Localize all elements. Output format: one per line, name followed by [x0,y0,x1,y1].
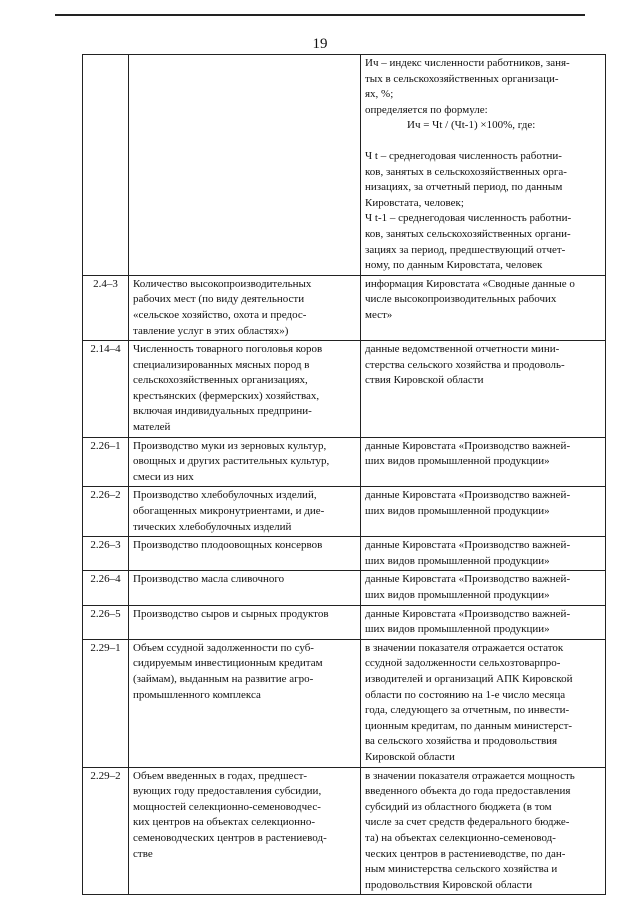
page-number: 19 [312,36,328,52]
table-row [83,487,606,537]
source-text-line: продовольствия Кировской области [365,878,533,891]
indicator-name [129,487,361,537]
blank-line [365,134,601,149]
source-text-line: ков, занятых сельскохозяйственных органи- [365,227,571,240]
source-text-line: информация Кировстата «Сводные данные о [365,277,575,290]
source-description [361,341,606,438]
indicator-text-line: стве [133,847,153,860]
indicator-text-line: Производство сыров и сырных продуктов [133,607,329,620]
table-row [83,55,606,276]
indicator-code: 2.26–5 [83,605,129,639]
indicator-code: 2.29–2 [83,767,129,895]
indicator-text-line: сидируемым инвестиционным кредитам [133,657,323,670]
indicator-text-line: Производство масла сливочного [133,573,285,586]
source-description [361,487,606,537]
indicator-name [129,55,361,276]
source-text-line: области по состоянию на 1-е число месяца [365,688,566,701]
indicator-text-line: мощностей селекционно-семеноводчес- [133,800,321,813]
source-description [361,437,606,487]
source-text-line: ших видов промышленной продукции» [365,505,550,518]
indicator-text-line: сельскохозяйственных организациях, [133,374,308,387]
source-text-line: ших видов промышленной продукции» [365,554,550,567]
indicator-text-line: Количество высокопроизводительных [133,277,312,290]
source-text-line: ях, %; [365,88,394,101]
source-text-line: та) на объектах селекционно-семеновод- [365,831,556,844]
source-text-line: ших видов промышленной продукции» [365,589,550,601]
indicator-name [129,605,361,639]
source-text-line: в значении показателя отражается мощность [365,769,575,782]
indicator-text-line: мателей [133,421,171,434]
table-row [83,639,606,767]
source-text-line: ссудной задолженности сельхозтоварпро- [365,657,561,670]
source-text-line: низациях, за отчетный период, по данным [365,181,563,194]
indicator-text-line: смеси из них [133,470,194,483]
indicator-name [129,571,361,605]
indicator-code: 2.26–3 [83,537,129,571]
source-description [361,275,606,340]
indicator-code: 2.26–1 [83,437,129,487]
source-description [361,767,606,895]
source-text-line: числе за счет средств федерального бюдже- [365,816,570,829]
table-row [83,537,606,571]
source-description [361,605,606,639]
source-text-line: Ч t-1 – среднегодовая численность работни- [365,212,572,225]
indicator-text-line: обогащенных микронутриентами, и дие- [133,505,325,518]
source-text-line: ческих центров в растениеводстве, по дан- [365,847,566,860]
source-description [361,571,606,605]
source-text-line: Ич – индекс численности работников, заня- [365,57,570,69]
source-text-line: ствия Кировской области [365,374,484,387]
indicator-text-line: «сельское хозяйство, охота и предос- [133,308,307,321]
source-text-line: зациях за период, предшествующий отчет- [365,243,566,256]
indicator-text-line: Численность товарного поголовья коров [133,343,323,356]
indicator-text-line: промышленного комплекса [133,688,261,701]
table-row [83,275,606,340]
source-text-line: ва сельского хозяйства и продовольствия [365,735,558,748]
indicator-name [129,275,361,340]
source-text-line: Кировстата, человек; [365,196,464,209]
source-text-line: ших видов промышленной продукции» [365,455,550,468]
source-text-line: ным министерства сельского хозяйства и [365,863,558,876]
source-text-line: Кировской области [365,750,455,763]
source-description [361,537,606,571]
indicator-code: 2.14–4 [83,341,129,438]
indicator-text-line: Производство плодоовощных консервов [133,539,323,552]
source-text-line: данные Кировстата «Производство важней- [365,439,571,452]
indicator-text-line: вующих году предоставления субсидии, [133,785,322,798]
indicator-text-line: тических хлебобулочных изделий [133,520,292,533]
indicator-text-line: (займам), выданным на развитие агро- [133,672,314,685]
indicator-code [83,55,129,276]
source-text-line: данные Кировстата «Производство важней- [365,573,571,586]
formula-line: Ич = Чt / (Чt-1) ×100%, где: [407,119,536,132]
header-rule [55,14,585,16]
indicator-name [129,537,361,571]
indicators-table-body [83,55,606,895]
source-text-line: ших видов промышленной продукции» [365,623,550,636]
source-text-line: в значении показателя отражается остаток [365,641,564,654]
table-row [83,341,606,438]
table-row [83,571,606,605]
indicator-text-line: рабочих мест (по виду деятельности [133,293,305,306]
source-text-line: Ч t – среднегодовая численность работни- [365,149,562,162]
source-text-line: числе высокопроизводительных рабочих [365,293,557,306]
indicator-text-line: ких центров на объектах селекционно- [133,816,316,829]
source-text-line: введенного объекта до года предоставления [365,785,571,798]
indicator-text-line: крестьянских (фермерских) хозяйствах, [133,389,320,402]
indicator-text-line: Производство хлебобулочных изделий, [133,489,317,502]
source-text-line: года, следующего за отчетным, по инвести- [365,704,570,717]
indicator-text-line: тавление услуг в этих областях») [133,324,289,337]
table-row [83,437,606,487]
indicator-code: 2.26–2 [83,487,129,537]
indicators-table [82,54,606,895]
source-description [361,639,606,767]
indicator-text-line: семеноводческих центров в растениевод- [133,831,327,844]
indicator-name [129,639,361,767]
source-text-line: ков, занятых в сельскохозяйственных орга- [365,165,567,178]
source-description [361,55,606,276]
source-text-line: стерства сельского хозяйства и продоволь- [365,358,565,371]
indicator-name [129,341,361,438]
source-text-line: ному, по данным Кировстата, человек [365,259,543,272]
source-text-line: данные Кировстата «Производство важней- [365,539,571,552]
source-text-line: субсидий из областного бюджета (в том [365,800,552,813]
indicator-text-line: включая индивидуальных предприни- [133,405,312,418]
source-text-line: тых в сельскохозяйственных организаци- [365,72,559,85]
source-text-line: данные Кировстата «Производство важней- [365,607,571,620]
source-text-line: данные ведомственной отчетности мини- [365,343,560,356]
indicator-text-line: Производство муки из зерновых культур, [133,439,327,452]
source-text-line: изводителей и организаций АПК Кировской [365,672,573,685]
indicator-text-line: Объем ссудной задолженности по суб- [133,641,314,654]
indicator-name [129,437,361,487]
source-text-line: определяется по формуле: [365,103,488,116]
indicator-text-line: Объем введенных в годах, предшест- [133,769,308,782]
indicator-text-line: овощных и других растительных культур, [133,455,330,468]
indicator-code: 2.4–3 [83,275,129,340]
table-row [83,605,606,639]
indicator-code: 2.26–4 [83,571,129,605]
source-text-line: мест» [365,308,393,321]
table-row [83,767,606,895]
indicator-text-line: специализированных мясных пород в [133,358,310,371]
indicator-code: 2.29–1 [83,639,129,767]
indicator-name [129,767,361,895]
source-text-line: данные Кировстата «Производство важней- [365,489,571,502]
source-text-line: ционным кредитам, по данным министерст- [365,719,573,732]
